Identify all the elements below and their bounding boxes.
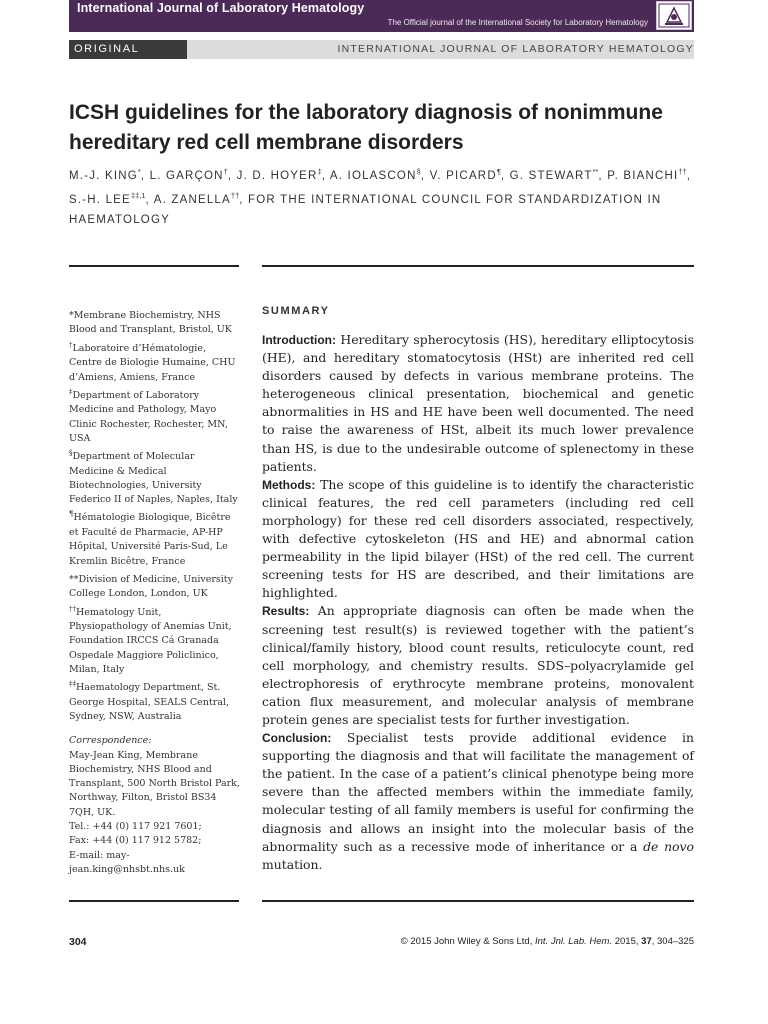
author-affiliation-mark: ††: [230, 190, 240, 200]
affiliation-text: Department of Molecular Medicine & Medical Biotechnologies, University Federico II of Naples, Naples, Italy: [69, 451, 238, 506]
author-affiliation-mark: **: [592, 167, 599, 176]
author-name: P. BIANCHI: [607, 169, 679, 182]
author-list: M.-J. KING*, L. GARÇON†, J. D. HOYER‡, A. IOLASCON§, V. PICARD¶, G. STEWART**, P. BIANCHI††, S.-H. $LEE^{\ddagger\ddagger,1}$, A. ZANELLA††, FOR THE INTERNATIONAL COUNCIL FOR STANDARDIZATION IN HAEMATOLOGY: [69, 167, 692, 226]
affiliation-mark: ¶: [69, 510, 74, 519]
affiliation-text: Department of Laboratory Medicine and Pathology, Mayo Clinic Rochester, Rochester, MN, USA: [69, 389, 228, 444]
page-range: , 304–325: [651, 936, 694, 947]
correspondence-line: Tel.: +44 (0) 117 921 7601;: [69, 821, 202, 833]
summary-section-label: Results:: [262, 604, 310, 619]
affiliation-item: [69, 446, 241, 507]
journal-header-band: [69, 0, 694, 32]
article-type-label: ORIGINAL ARTICLE: [69, 40, 187, 59]
copyright-line: [401, 936, 694, 947]
running-head: INTERNATIONAL JOURNAL OF LABORATORY HEMATOLOGY: [337, 43, 694, 55]
author-affiliation-mark: ‡: [317, 167, 322, 176]
affiliation-item: [69, 385, 241, 446]
correspondence-line: Fax: +44 (0) 117 912 5782;: [69, 835, 202, 847]
article-title: ICSH guidelines for the laboratory diagnosis of nonimmune hereditary red cell membrane disorders: [69, 101, 663, 154]
affiliations-column: [69, 305, 241, 877]
copyright-prefix: © 2015 John Wiley & Sons Ltd,: [400, 936, 535, 947]
affiliation-text: **Division of Medicine, University College London, London, UK: [69, 573, 233, 600]
author-name: A. ZANELLA: [153, 193, 231, 206]
correspondence-label: Correspondence:: [69, 735, 152, 747]
author-affiliation-mark: ††: [678, 167, 687, 176]
author-name: J. D. HOYER: [236, 169, 318, 182]
affiliation-item: [69, 569, 241, 602]
affiliation-text: Haematology Department, St. George Hospital, SEALS Central, Sydney, NSW, Australia: [69, 682, 229, 722]
summary-paragraph: [262, 476, 694, 603]
author-name: L. GARÇON: [149, 169, 224, 182]
affiliation-list: [69, 305, 241, 724]
summary-section-end: mutation.: [262, 856, 323, 872]
volume-number: 37: [641, 936, 652, 947]
author-affiliation-mark: †: [223, 167, 228, 176]
correspondence-lines: [69, 749, 241, 878]
author-name: M.-J. KING: [69, 169, 138, 182]
article-type-bar: [69, 40, 694, 74]
author-group-suffix: FOR THE INTERNATIONAL COUNCIL FOR STANDARDIZATION IN HAEMATOLOGY: [69, 193, 662, 226]
affiliation-text: Laboratoire d’Hématologie, Centre de Biologie Humaine, CHU d’Amiens, Amiens, France: [69, 342, 236, 383]
summary-section-label: Conclusion:: [262, 731, 332, 746]
page-number: 304: [69, 936, 87, 948]
summary-paragraph: [262, 729, 694, 874]
summary-section-text: An appropriate diagnosis can often be made when the screening test result(s) is reviewed together with the patient’s clinical/family history, blood count results, reticulocyte count, red cell morphology, and chemistry results. SDS–polyacrylamide gel electrophoresis of erythrocyte membrane proteins, monovalent cation flux measurement, and molecular analysis of membrane protein genes are specialist tests for further investigation.: [262, 603, 694, 727]
right-column-top-rule: [262, 265, 694, 267]
author-affiliation-mark: §: [416, 167, 421, 176]
summary-paragraph: [262, 602, 694, 729]
affiliation-item: [69, 338, 241, 385]
left-column-bottom-rule: [69, 900, 239, 902]
summary-heading: SUMMARY: [262, 305, 330, 317]
left-column-top-rule: [69, 265, 239, 267]
author-affiliation-mark: ‡‡,1: [130, 190, 146, 200]
summary-section-text: Hereditary spherocytosis (HS), hereditary elliptocytosis (HE), and hereditary stomatocytosis (HSt) are inherited red cell disorders caused by defects in various membrane proteins. The heterogeneous clinical presentation, biochemical and genetic abnormalities in HS and HE have been well documented. The need to raise the awareness of HSt, albeit its much lower prevalence than HS, is due to the undesirable outcome of splenectomy in these patients.: [262, 332, 694, 474]
correspondence-block: [69, 734, 241, 877]
copyright-year: 2015,: [612, 936, 642, 947]
right-column-bottom-rule: [262, 900, 694, 902]
journal-name: International Journal of Laboratory Hematology: [77, 1, 365, 15]
summary-paragraph: [262, 331, 694, 476]
author-name: V. PICARD: [429, 169, 497, 182]
affiliation-mark: ‡: [69, 387, 73, 396]
journal-tagline: The Official journal of the International Society for Laboratory Hematology: [387, 18, 648, 27]
summary-body: [262, 331, 694, 874]
affiliation-text: Hématologie Biologique, Bicêtre et Faculté de Pharmacie, AP-HP Hôpital, Université Paris-Sud, Le Kremlin Bicêtre, France: [69, 512, 231, 567]
summary-italic-term: de novo: [643, 838, 694, 854]
affiliation-mark: †: [69, 340, 73, 349]
summary-section-text: The scope of this guideline is to identify the characteristic clinical features, the red cell parameters (including red cell morphology) for these red cell disorders associated, respectively, with defective cytoskeleton (HS and HE) and abnormal cation permeability in the lipid bilayer (HSt) of the red cell. The current screening tests for HS are described, and their limitations are highlighted.: [262, 476, 694, 601]
affiliation-text: Hematology Unit, Physiopathology of Anemias Unit, Foundation IRCCS Cá Granada Ospedale Maggiore Policlinico, Milan, Italy: [69, 606, 232, 675]
summary-section-text: Specialist tests provide additional evidence in supporting the diagnosis and that will facilitate the management of the patient. In the case of a patient’s clinical phenotype being more severe than the affected members within the immediate family, molecular testing of all family members is useful for confirming the diagnosis and allows an insight into the molecular basis of the abnormality such as a recessive mode of inheritance or a: [262, 730, 694, 854]
affiliation-mark: ††: [69, 604, 76, 613]
author-name: G. STEWART: [509, 169, 593, 182]
affiliation-mark: ‡‡: [69, 680, 76, 689]
correspondence-line: May-Jean King, Membrane Biochemistry, NHS Blood and Transplant, 500 North Bristol Park, Northway, Filton, Bristol BS34 7QH, UK.: [69, 749, 240, 818]
author-name: S.-H. LEE: [69, 193, 131, 206]
author-name: A. IOLASCON: [329, 169, 417, 182]
correspondence-line: E-mail: may-jean.king@nhsbt.nhs.uk: [69, 849, 185, 875]
affiliation-item: [69, 305, 241, 338]
affiliation-item: [69, 602, 241, 678]
author-affiliation-mark: ¶: [496, 167, 501, 176]
journal-abbreviation: Int. Jnl. Lab. Hem.: [535, 936, 613, 947]
affiliation-text: *Membrane Biochemistry, NHS Blood and Transplant, Bristol, UK: [69, 310, 232, 336]
affiliation-item: [69, 677, 241, 724]
affiliation-mark: §: [69, 449, 73, 458]
society-logo-icon: [656, 1, 692, 30]
summary-section-label: Methods:: [262, 477, 316, 492]
author-affiliation-mark: *: [137, 167, 141, 176]
affiliation-item: [69, 507, 241, 568]
summary-section-label: Introduction:: [262, 333, 336, 347]
